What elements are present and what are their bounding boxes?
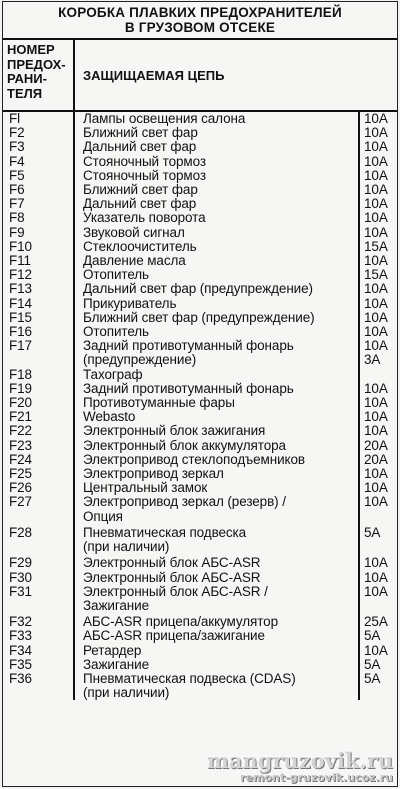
fuse-circuit: Электропривод стеклоподъемников bbox=[75, 453, 360, 467]
table-row bbox=[3, 410, 397, 424]
fuse-number: F33 bbox=[3, 629, 75, 643]
watermark bbox=[207, 750, 393, 784]
table-title bbox=[3, 2, 397, 40]
fuse-number: F25 bbox=[3, 467, 75, 481]
fuse-rating: 10A bbox=[364, 253, 388, 269]
table-row bbox=[3, 644, 397, 658]
table-row bbox=[3, 524, 397, 554]
fuse-number: F32 bbox=[3, 613, 75, 629]
table-row bbox=[3, 311, 397, 325]
fuse-circuit: Лампы освещения салона bbox=[75, 112, 360, 126]
fuse-circuit: АБС-ASR прицепа/зажигание bbox=[75, 629, 360, 643]
fuse-circuit: Ближний свет фар bbox=[75, 183, 360, 197]
fuse-number: F3 bbox=[3, 140, 75, 154]
fuse-rating: 10A bbox=[364, 139, 388, 155]
fuse-rating: 5A bbox=[364, 524, 381, 540]
fuse-circuit: Пневматическая подвеска (CDAS) (при наличии) bbox=[75, 672, 360, 700]
fuse-number: F24 bbox=[3, 453, 75, 467]
fuse-circuit: Противотуманные фары bbox=[75, 396, 360, 410]
header-number-line: ТЕЛЯ bbox=[7, 85, 43, 101]
table-row bbox=[3, 112, 397, 126]
fuse-number: F12 bbox=[3, 268, 75, 282]
table-row bbox=[3, 339, 397, 367]
table-row bbox=[3, 226, 397, 240]
table-row bbox=[3, 439, 397, 453]
header-circuit: ЗАЩИЩАЕМАЯ ЦЕПЬ bbox=[83, 67, 225, 83]
fuse-rating: 5A bbox=[364, 628, 381, 644]
fuse-circuit: Звуковой сигнал bbox=[75, 226, 360, 240]
fuse-circuit: Электронный блок АБС-ASR bbox=[75, 571, 360, 585]
fuse-rating: 10A bbox=[364, 480, 388, 496]
fuse-circuit: Ближний свет фар bbox=[75, 126, 360, 140]
fuse-rating: 5A bbox=[364, 670, 381, 686]
fuse-rating: 20A bbox=[364, 451, 388, 467]
fuse-rating: 10A bbox=[364, 111, 388, 126]
watermark-sub: remont-gruzovik.ucoz.ru bbox=[240, 771, 393, 784]
table-row bbox=[3, 571, 397, 585]
fuse-rating: 10A bbox=[364, 409, 388, 425]
fuse-number: F11 bbox=[3, 254, 75, 268]
fuse-rating bbox=[360, 368, 397, 382]
fuse-number: Fl bbox=[3, 112, 75, 126]
fuse-rating: 10A 3A bbox=[364, 338, 388, 368]
fuse-rating: 10A bbox=[364, 380, 388, 396]
fuse-number: F16 bbox=[3, 325, 75, 339]
table-row bbox=[3, 325, 397, 339]
fuse-circuit: Пневматическая подвеска (при наличии) bbox=[75, 524, 360, 554]
header-number-line: НОМЕР bbox=[7, 42, 55, 57]
table-row bbox=[3, 554, 397, 570]
fuse-number: F5 bbox=[3, 169, 75, 183]
fuse-number: F36 bbox=[3, 672, 75, 700]
table-row bbox=[3, 268, 397, 282]
fuse-circuit: Стояночный тормоз bbox=[75, 155, 360, 169]
fuse-number: F13 bbox=[3, 282, 75, 296]
fuse-rating: 10A bbox=[364, 555, 388, 571]
header-number-line: РАНИ- bbox=[7, 71, 47, 86]
fuse-circuit: Прикуриватель bbox=[75, 297, 360, 311]
table-row bbox=[3, 282, 397, 296]
fuse-circuit: Стеклоочиститель bbox=[75, 240, 360, 254]
fuse-rating: 10A bbox=[364, 309, 388, 325]
fuse-rating: 25A bbox=[364, 614, 388, 630]
title-line-1: КОРОБКА ПЛАВКИХ ПРЕДОХРАНИТЕЛЕЙ bbox=[58, 5, 342, 20]
table-row bbox=[3, 481, 397, 495]
table-row bbox=[3, 672, 397, 700]
fuse-circuit: Центральный замок bbox=[75, 481, 360, 495]
fuse-circuit: Дальний свет фар bbox=[75, 197, 360, 211]
fuse-number: F15 bbox=[3, 311, 75, 325]
fuse-rating: 10A bbox=[364, 569, 388, 585]
fuse-rating: 10A bbox=[364, 153, 388, 169]
fuse-number: F22 bbox=[3, 424, 75, 438]
table-row bbox=[3, 126, 397, 140]
table-header bbox=[3, 40, 397, 112]
fuse-circuit: АБС-ASR прицепа/аккумулятор bbox=[75, 613, 360, 629]
fuse-number: F28 bbox=[3, 524, 75, 554]
table-row bbox=[3, 140, 397, 154]
fuse-number: F27 bbox=[3, 495, 75, 523]
fuse-number: F26 bbox=[3, 481, 75, 495]
table-row bbox=[3, 629, 397, 643]
fuse-rating: 10A bbox=[364, 583, 388, 599]
fuse-circuit: Отопитель bbox=[75, 325, 360, 339]
header-number-line: ПРЕДОХ- bbox=[7, 56, 66, 72]
fuse-rating: 15A bbox=[364, 267, 388, 283]
table-row bbox=[3, 453, 397, 467]
fuse-number: F21 bbox=[3, 410, 75, 424]
table-row bbox=[3, 467, 397, 481]
fuse-circuit: Электронный блок АБС-ASR bbox=[75, 554, 360, 570]
table-row bbox=[3, 183, 397, 197]
table-body bbox=[3, 112, 397, 700]
fuse-rating: 15A bbox=[364, 238, 388, 254]
fuse-rating: 10A bbox=[364, 295, 388, 311]
table-row bbox=[3, 585, 397, 613]
fuse-number: F2 bbox=[3, 126, 75, 140]
table-row bbox=[3, 368, 397, 382]
fuse-number: F34 bbox=[3, 644, 75, 658]
table-row bbox=[3, 240, 397, 254]
fuse-number: F9 bbox=[3, 226, 75, 240]
table-row bbox=[3, 197, 397, 211]
fuse-circuit: Электропривод зеркал (резерв) / Опция bbox=[75, 495, 360, 523]
fuse-number: F6 bbox=[3, 183, 75, 197]
fuse-circuit: Ближний свет фар (предупреждение) bbox=[75, 311, 360, 325]
fuse-circuit: Ретардер bbox=[75, 644, 360, 658]
fuse-number: F23 bbox=[3, 439, 75, 453]
fuse-circuit: Дальний свет фар bbox=[75, 140, 360, 154]
table-row bbox=[3, 211, 397, 225]
fuse-circuit: Зажигание bbox=[75, 658, 360, 672]
fuse-circuit: Стояночный тормоз bbox=[75, 169, 360, 183]
fuse-number: F14 bbox=[3, 297, 75, 311]
header-number bbox=[3, 40, 75, 110]
fuse-number: F17 bbox=[3, 339, 75, 367]
fuse-number: F8 bbox=[3, 211, 75, 225]
fuse-circuit: Электропривод зеркал bbox=[75, 467, 360, 481]
fuse-rating: 10A bbox=[364, 466, 388, 482]
table-row bbox=[3, 155, 397, 169]
fuse-circuit: Отопитель bbox=[75, 268, 360, 282]
fuse-rating: 10A bbox=[364, 494, 388, 510]
fuse-number: F29 bbox=[3, 554, 75, 570]
fuse-rating: 10A bbox=[364, 224, 388, 240]
fuse-circuit: Дальний свет фар (предупреждение) bbox=[75, 282, 360, 296]
fuse-circuit: Задний противотуманный фонарь (предупреждение) bbox=[75, 339, 360, 367]
table-row bbox=[3, 382, 397, 396]
table-row bbox=[3, 495, 397, 523]
fuse-rating: 10A bbox=[364, 167, 388, 183]
fuse-circuit: Задний противотуманный фонарь bbox=[75, 382, 360, 396]
table-row bbox=[3, 169, 397, 183]
fuse-rating: 10A bbox=[364, 423, 388, 439]
fuse-number: F18 bbox=[3, 368, 75, 382]
fuse-rating: 10A bbox=[364, 642, 388, 658]
fuse-number: F20 bbox=[3, 396, 75, 410]
table-row bbox=[3, 424, 397, 438]
table-row bbox=[3, 613, 397, 629]
fuse-circuit: Электронный блок АБС-ASR / Зажигание bbox=[75, 585, 360, 613]
table-row bbox=[3, 396, 397, 410]
fuse-rating: 5A bbox=[364, 656, 381, 672]
fuse-number: F30 bbox=[3, 571, 75, 585]
fuse-number: F35 bbox=[3, 658, 75, 672]
fuse-circuit: Webasto bbox=[75, 410, 360, 424]
fuse-rating: 10A bbox=[364, 395, 388, 411]
fuse-rating: 10A bbox=[364, 324, 388, 340]
fuse-circuit: Давление масла bbox=[75, 254, 360, 268]
fuse-circuit: Электронный блок аккумулятора bbox=[75, 439, 360, 453]
fuse-rating: 10A bbox=[364, 281, 388, 297]
fuse-rating: 10A bbox=[364, 182, 388, 198]
table-row bbox=[3, 254, 397, 268]
fuse-rating: 10A bbox=[364, 125, 388, 141]
fuse-number: F19 bbox=[3, 382, 75, 396]
table-row bbox=[3, 297, 397, 311]
table-row bbox=[3, 658, 397, 672]
fuse-rating: 10A bbox=[364, 196, 388, 212]
fuse-circuit: Указатель поворота bbox=[75, 211, 360, 225]
fuse-rating: 20A bbox=[364, 437, 388, 453]
fuse-number: F4 bbox=[3, 155, 75, 169]
title-line-2: В ГРУЗОВОМ ОТСЕКЕ bbox=[124, 20, 276, 35]
watermark-site: mangruzovik.ru bbox=[206, 748, 393, 773]
fuse-number: F10 bbox=[3, 240, 75, 254]
fuse-circuit: Электронный блок зажигания bbox=[75, 424, 360, 438]
fuse-rating: 10A bbox=[364, 210, 388, 226]
fuse-number: F31 bbox=[3, 585, 75, 613]
fuse-table bbox=[2, 1, 398, 787]
fuse-circuit: Тахограф bbox=[75, 368, 360, 382]
fuse-number: F7 bbox=[3, 197, 75, 211]
